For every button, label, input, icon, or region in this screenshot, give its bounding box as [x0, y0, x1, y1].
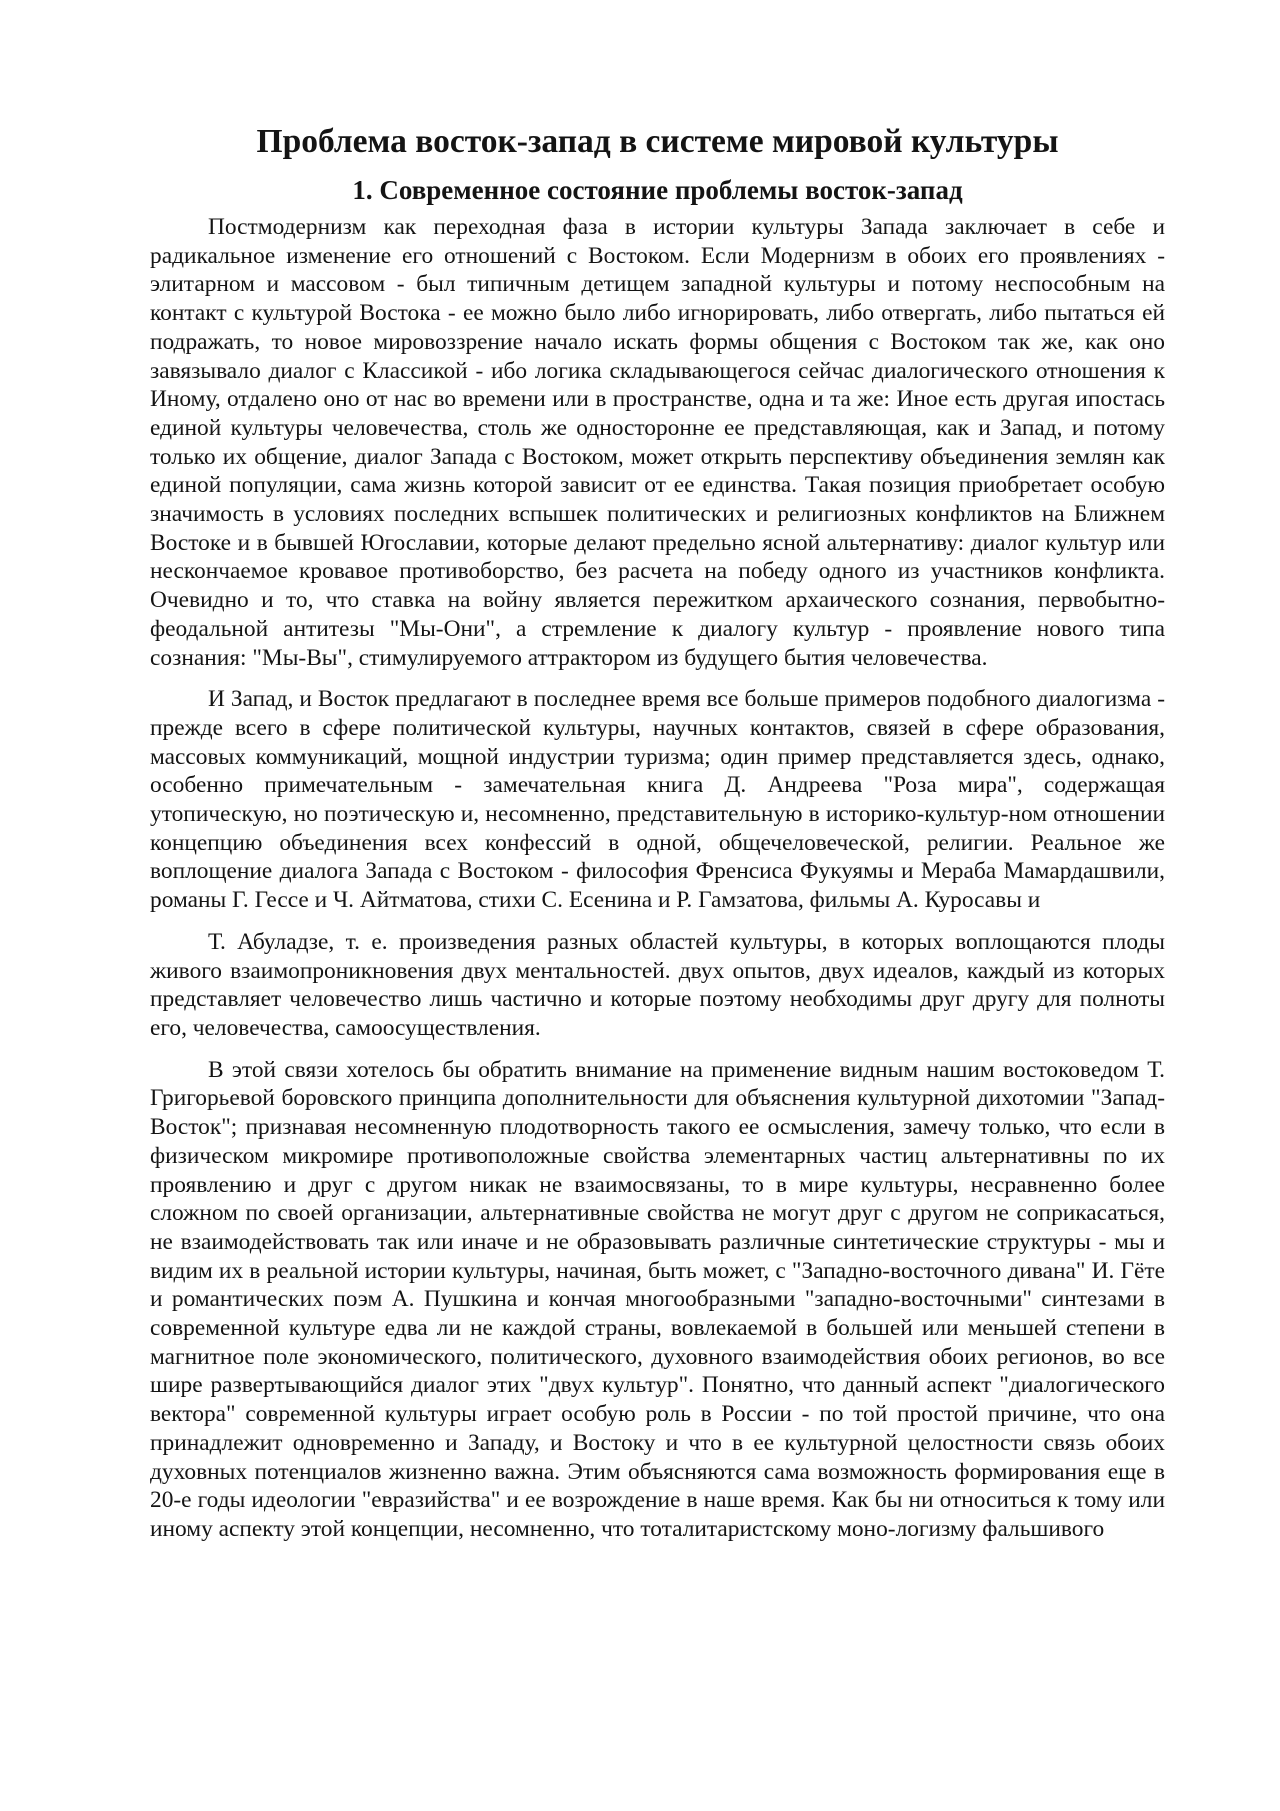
paragraph: Т. Абуладзе, т. е. произведения разных областей культуры, в которых воплощаются плоды живого взаимопроникновения двух ментальностей. двух опытов, двух идеалов, каждый из которых представляет человечество лишь частично и которые поэтому необходимы друг другу для полноты его, человечества, самоосуществления.: [150, 928, 1165, 1041]
section-heading: 1. Современное состояние проблемы восток-запад: [352, 175, 963, 205]
document-title: Проблема восток-запад в системе мировой культуры: [256, 123, 1059, 160]
paragraph: И Запад, и Восток предлагают в последнее время все больше примеров подобного диалогизма - прежде всего в сфере политической культуры, научных контактов, связей в сфере образования, массовых коммуникаций, мощной индустрии туризма; один пример представляется здесь, однако, особенно примечательным - замечательная книга Д. Андреева "Роза мира", содержащая утопическую, но поэтическую и, несомненно, представительную в историко-культур-ном отношении концепцию объединения всех конфессий в одной, общечеловеческой, религии. Реальное же воплощение диалога Запада с Востоком - философия Френсиса Фукуямы и Мераба Мамардашвили, романы Г. Гессе и Ч. Айтматова, стихи С. Есенина и Р. Гамзатова, фильмы А. Куросавы и: [150, 686, 1165, 914]
document-body: [150, 118, 1165, 1544]
paragraph: Постмодернизм как переходная фаза в истории культуры Запада заключает в себе и радикальное изменение его отношений с Востоком. Если Модернизм в обоих его проявлениях - элитарном и массовом - был типичным детищем западной культуры и потому неспособным на контакт с культурой Востока - ее можно было либо игнорировать, либо отвергать, либо пытаться ей подражать, то новое мировоззрение начало искать формы общения с Востоком так же, как оно завязывало диалог с Классикой - ибо логика складывающегося сейчас диалогического отношения к Иному, отдалено оно от нас во времени или в пространстве, одна и та же: Иное есть другая ипостась единой культуры человечества, столь же односторонне ее представляющая, как и Запад, и потому только их общение, диалог Запада с Востоком, может открыть перспективу объединения землян как единой популяции, сама жизнь которой зависит от ее единства. Такая позиция приобретает особую значимость в условиях последних вспышек политических и религиозных конфликтов на Ближнем Востоке и в бывшей Югославии, которые делают предельно ясной альтернативу: диалог культур или нескончаемое кровавое противоборство, без расчета на победу одного из участников конфликта. Очевидно и то, что ставка на войну является пережитком архаического сознания, первобытно-феодальной антитезы "Мы-Они", а стремление к диалогу культур - проявление нового типа сознания: "Мы-Вы", стимулируемого аттрактором из будущего бытия человечества.: [150, 214, 1165, 671]
paragraph: В этой связи хотелось бы обратить внимание на применение видным нашим востоковедом Т. Григорьевой боровского принципа дополнительности для объяснения культурной дихотомии "Запад-Восток"; признавая несомненную плодотворность такого ее осмысления, замечу только, что если в физическом микромире противоположные свойства элементарных частиц альтернативны по их проявлению и друг с другом никак не взаимосвязаны, то в мире культуры, несравненно более сложном по своей организации, альтернативные свойства не могут друг с другом не соприкасаться, не взаимодействовать так или иначе и не образовывать различные синтетические структуры - мы и видим их в реальной истории культуры, начиная, быть может, с "Западно-восточного дивана" И. Гёте и романтических поэм А. Пушкина и кончая многообразными "западно-восточными" синтезами в современной культуре едва ли не каждой страны, вовлекаемой в большей или меньшей степени в магнитное поле экономического, политического, духовного взаимодействия обоих регионов, во все шире развертывающийся диалог этих "двух культур". Понятно, что данный аспект "диалогического вектора" современной культуры играет особую роль в России - по той простой причине, что она принадлежит одновременно и Западу, и Востоку и что в ее культурной целостности связь обоих духовных потенциалов жизненно важна. Этим объясняются сама возможность формирования еще в 20-е годы идеологии "евразийства" и ее возрождение в наше время. Как бы ни относиться к тому или иному аспекту этой концепции, несомненно, что тоталитаристскому моно-логизму фальшивого: [150, 1056, 1165, 1542]
